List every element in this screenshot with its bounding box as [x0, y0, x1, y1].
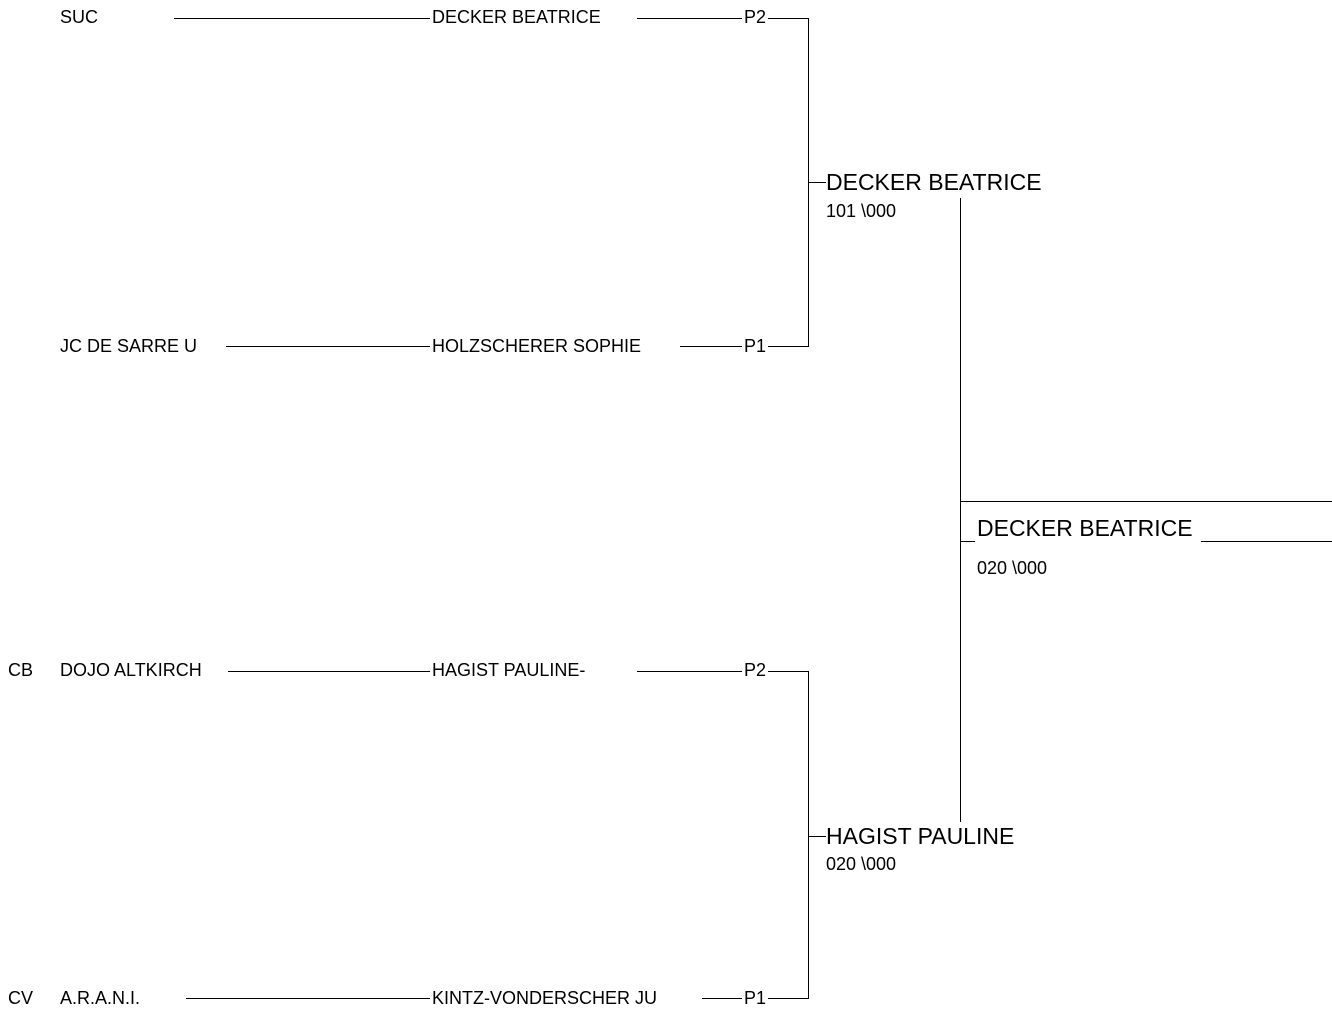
- semifinal-2-score: 020 \000: [826, 854, 897, 874]
- entry-4-name: KINTZ-VONDERSCHER JU: [432, 988, 658, 1008]
- entry-3-name: HAGIST PAULINE-: [432, 660, 586, 680]
- entry-3-pool: P2: [744, 660, 767, 680]
- entry-1-club: SUC: [60, 7, 99, 27]
- entry-4-club: A.R.A.N.I.: [60, 988, 141, 1008]
- entry-4-pool: P1: [744, 988, 767, 1008]
- entry-2-pool: P1: [744, 336, 767, 356]
- semifinal-2-winner: HAGIST PAULINE: [826, 823, 1015, 849]
- entry-4-region: CV: [8, 988, 34, 1008]
- entry-1-name: DECKER BEATRICE: [432, 7, 601, 27]
- semifinal-1-score: 101 \000: [826, 201, 897, 221]
- entry-2-club: JC DE SARRE U: [60, 336, 198, 356]
- final-winner: DECKER BEATRICE: [977, 515, 1193, 541]
- entry-2-name: HOLZSCHERER SOPHIE: [432, 336, 642, 356]
- entry-3-region: CB: [8, 660, 34, 680]
- final-score: 020 \000: [977, 558, 1048, 578]
- entry-3-club: DOJO ALTKIRCH: [60, 660, 202, 680]
- entry-1-pool: P2: [744, 7, 767, 27]
- semifinal-1-winner: DECKER BEATRICE: [826, 169, 1042, 195]
